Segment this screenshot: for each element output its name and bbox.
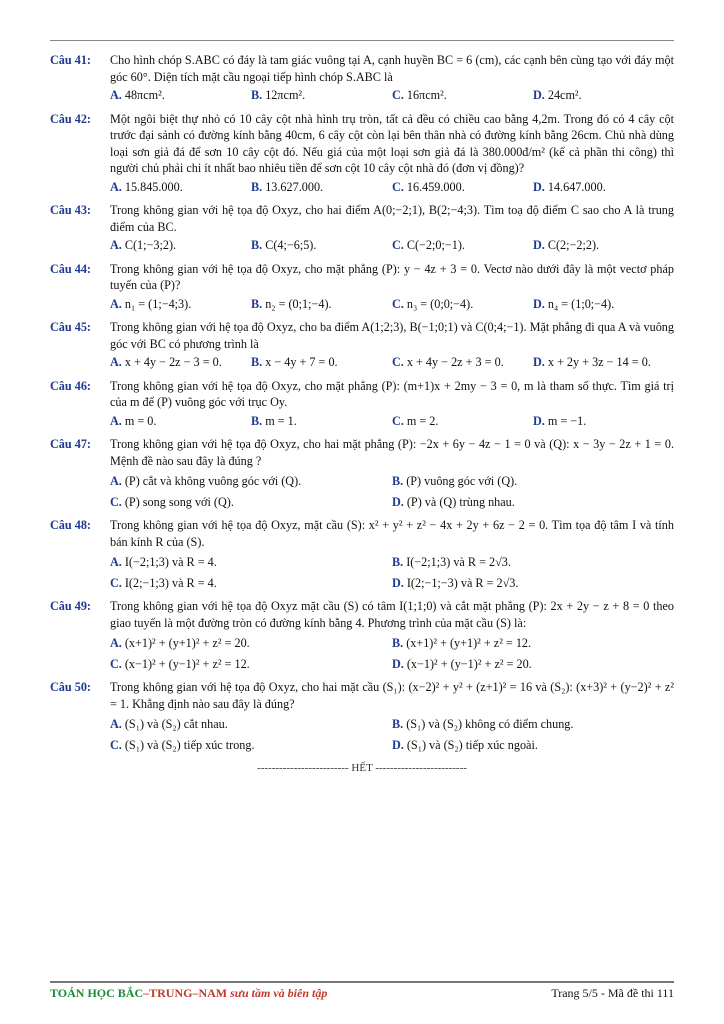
option-text: (S₁) và (S₂) không có điểm chung. — [406, 717, 574, 731]
question-number: Câu 46: — [50, 378, 91, 393]
option-text: (P) vuông góc với (Q). — [406, 474, 518, 488]
option-letter: B. — [251, 238, 263, 252]
option-c — [392, 179, 533, 196]
option-text: C(−2;0;−1). — [406, 238, 465, 252]
question-body — [110, 378, 674, 430]
question-stem: Một ngôi biệt thự nhỏ có 10 cây cột nhà hình trụ tròn, tất cả đều có chiều cao bằng 4,2m. Trong đó có 4 cây cột trước đại sảnh có đường kính bằng 40cm, 6 cây cột còn lại bên thân nhà có đường kính bằng 26cm. Chủ nhà dùng loại sơn giả đá để sơn 10 cây cột đó. Nếu giá của một loại sơn giả đá là 380.000đ/m² (kể cả phần thi công) thì người chủ phải chi ít nhất bao nhiêu tiền để sơn cột 10 cây cột nhà đó (đơn vị đồng)? — [110, 111, 674, 175]
question-48 — [50, 517, 674, 591]
option-letter: C. — [392, 413, 404, 428]
option-b — [251, 237, 392, 254]
option-a — [110, 296, 251, 313]
option-text: 15.845.000. — [124, 179, 183, 194]
option-letter: A. — [110, 238, 122, 252]
option-text: x + 2y + 3z − 14 = 0. — [547, 355, 651, 369]
options — [110, 87, 674, 104]
question-stem: Trong không gian với hệ tọa độ Oxyz, cho hai điểm A(0;−2;1), B(2;−4;3). Tìm toạ độ điểm C sao cho A là trung điểm của BC. — [110, 203, 674, 234]
option-text: (P) và (Q) trùng nhau. — [406, 494, 515, 509]
option-text: m = 2. — [406, 413, 439, 428]
option-letter: B. — [251, 88, 263, 102]
option-b — [251, 354, 392, 371]
question-number: Câu 43: — [50, 203, 91, 217]
option-letter: D. — [533, 296, 545, 311]
brand-part-1: TOÁN HỌC BẮC — [50, 986, 144, 1000]
option-text: (x+1)² + (y+1)² + z² = 20. — [124, 636, 250, 650]
option-letter: B. — [251, 413, 263, 428]
option-d — [533, 296, 674, 313]
question-45 — [50, 319, 674, 371]
question-stem: Trong không gian với hệ tọa độ Oxyz, cho mặt phẳng (P): y − 4z + 3 = 0. Vectơ nào dưới đây là một vectơ pháp tuyến của (P)? — [110, 261, 674, 292]
option-letter: D. — [392, 575, 404, 590]
option-letter: B. — [251, 355, 263, 369]
question-body — [110, 436, 674, 510]
option-text: (x−1)² + (y−1)² + z² = 20. — [406, 656, 532, 671]
option-c — [392, 413, 533, 430]
option-letter: B. — [251, 179, 263, 194]
option-letter: A. — [110, 474, 122, 488]
option-b — [392, 554, 674, 571]
footer-brand — [50, 986, 327, 1001]
option-text: I(2;−1;3) và R = 4. — [124, 575, 217, 590]
option-letter: C. — [392, 88, 404, 102]
option-text: 13.627.000. — [265, 179, 324, 194]
question-number: Câu 49: — [50, 599, 91, 613]
option-letter: A. — [110, 555, 122, 569]
option-a — [110, 413, 251, 430]
questions-list — [50, 52, 674, 777]
question-46 — [50, 378, 674, 430]
option-a — [110, 473, 392, 490]
question-body — [110, 202, 674, 254]
option-letter: D. — [392, 494, 404, 509]
question-number: Câu 45: — [50, 320, 91, 334]
question-50 — [50, 679, 674, 753]
option-text: n₁ = (1;−4;3). — [124, 296, 192, 311]
option-a — [110, 179, 251, 196]
option-d — [392, 737, 674, 754]
option-b — [392, 716, 674, 733]
options — [110, 635, 674, 672]
option-b — [392, 473, 674, 490]
end-marker: ------------------------- HẾT ------------------------- — [257, 762, 467, 774]
option-letter: C. — [110, 737, 122, 752]
option-letter: C. — [392, 296, 404, 311]
option-c — [110, 575, 392, 592]
option-text: (x−1)² + (y−1)² + z² = 12. — [124, 656, 250, 671]
option-text: (S₁) và (S₂) tiếp xúc trong. — [124, 737, 255, 752]
question-49 — [50, 598, 674, 672]
option-letter: C. — [110, 656, 122, 671]
option-text: x + 4y − 2z − 3 = 0. — [124, 355, 222, 369]
page-number: Trang 5/5 - Mã đề thi 111 — [551, 986, 674, 1000]
option-letter: A. — [110, 413, 122, 428]
option-a — [110, 635, 392, 652]
option-text: m = 0. — [124, 413, 157, 428]
question-body — [110, 111, 674, 196]
option-c — [392, 237, 533, 254]
option-c — [392, 87, 533, 104]
question-44 — [50, 261, 674, 313]
option-d — [392, 575, 674, 592]
options — [110, 179, 674, 196]
option-letter: D. — [533, 238, 545, 252]
options — [110, 413, 674, 430]
question-stem: Cho hình chóp S.ABC có đáy là tam giác vuông tại A, cạnh huyền BC = 6 (cm), các cạnh bên cùng tạo với đáy một góc 60°. Diện tích mặt cầu ngoại tiếp hình chóp S.ABC là — [110, 53, 674, 84]
brand-tagline: sưu tầm và biên tập — [227, 986, 328, 1000]
option-letter: C. — [110, 494, 122, 509]
options — [110, 716, 674, 753]
option-letter: D. — [392, 737, 404, 752]
option-text: 48πcm². — [124, 88, 165, 102]
question-41 — [50, 52, 674, 104]
option-letter: A. — [110, 355, 122, 369]
question-body — [110, 319, 674, 371]
option-letter: A. — [110, 636, 122, 650]
option-b — [251, 296, 392, 313]
option-letter: A. — [110, 296, 122, 311]
option-a — [110, 354, 251, 371]
option-text: n₃ = (0;0;−4). — [406, 296, 474, 311]
option-d — [533, 179, 674, 196]
option-text: (S₁) và (S₂) cắt nhau. — [124, 717, 228, 731]
question-body — [110, 261, 674, 313]
option-text: 16πcm². — [406, 88, 447, 102]
question-stem: Trong không gian với hệ tọa độ Oxyz, cho mặt phẳng (P): (m+1)x + 2my − 3 = 0, m là tham số thực. Tìm giá trị của m để (P) vuông góc với trục Oy. — [110, 378, 674, 409]
option-text: C(1;−3;2). — [124, 238, 177, 252]
option-c — [110, 656, 392, 673]
options — [110, 554, 674, 591]
question-42 — [50, 111, 674, 196]
options — [110, 473, 674, 510]
question-stem: Trong không gian với hệ tọa độ Oxyz, cho ba điểm A(1;2;3), B(−1;0;1) và C(0;4;−1). Mặt phẳng đi qua A và vuông góc với BC có phương trình là — [110, 320, 674, 351]
question-number: Câu 44: — [50, 261, 91, 276]
option-text: 14.647.000. — [547, 179, 606, 194]
option-text: (P) song song với (Q). — [124, 494, 234, 509]
option-letter: D. — [533, 88, 545, 102]
option-text: n₄ = (1;0;−4). — [547, 296, 615, 311]
option-letter: D. — [533, 179, 545, 194]
option-a — [110, 237, 251, 254]
option-letter: B. — [392, 474, 404, 488]
question-body — [110, 52, 674, 104]
option-text: m = −1. — [547, 413, 587, 428]
option-letter: A. — [110, 717, 122, 731]
option-text: (x+1)² + (y+1)² + z² = 12. — [406, 636, 532, 650]
option-a — [110, 716, 392, 733]
option-letter: C. — [110, 575, 122, 590]
question-stem: Trong không gian với hệ tọa độ Oxyz mặt cầu (S) có tâm I(1;1;0) và cắt mặt phẳng (P): 2x + 2y − z + 8 = 0 theo giao tuyến là một đường tròn có đường kính bằng 4. Phương trình của mặt cầu (S) là: — [110, 599, 674, 630]
option-d — [533, 237, 674, 254]
option-c — [110, 494, 392, 511]
bottom-divider — [50, 981, 674, 983]
top-divider — [50, 40, 674, 41]
question-number: Câu 41: — [50, 53, 91, 67]
option-text: (P) cắt và không vuông góc với (Q). — [124, 474, 302, 488]
option-b — [251, 87, 392, 104]
option-letter: D. — [392, 656, 404, 671]
question-47 — [50, 436, 674, 510]
option-text: 16.459.000. — [406, 179, 465, 194]
option-text: I(2;−1;−3) và R = 2√3. — [406, 575, 519, 590]
question-43 — [50, 202, 674, 254]
option-d — [533, 354, 674, 371]
options — [110, 354, 674, 371]
option-letter: C. — [392, 355, 404, 369]
option-c — [392, 296, 533, 313]
question-number: Câu 50: — [50, 680, 91, 694]
question-stem: Trong không gian với hệ tọa độ Oxyz, cho hai mặt phẳng (P): −2x + 6y − 4z − 1 = 0 và (Q): x − 3y − 2z + 1 = 0. Mệnh đề nào sau đây là đúng ? — [110, 437, 674, 468]
option-b — [251, 413, 392, 430]
question-number: Câu 47: — [50, 437, 91, 451]
question-number: Câu 42: — [50, 111, 91, 126]
question-body — [110, 517, 674, 591]
option-text: n₂ = (0;1;−4). — [265, 296, 332, 311]
option-a — [110, 554, 392, 571]
question-number: Câu 48: — [50, 518, 91, 532]
option-text: I(−2;1;3) và R = 4. — [124, 555, 217, 569]
option-letter: B. — [251, 296, 263, 311]
option-c — [392, 354, 533, 371]
option-b — [392, 635, 674, 652]
question-body — [110, 679, 674, 753]
option-text: C(2;−2;2). — [547, 238, 600, 252]
question-body — [110, 598, 674, 672]
option-d — [392, 494, 674, 511]
option-text: 24cm². — [547, 88, 582, 102]
question-stem: Trong không gian với hệ tọa độ Oxyz, cho hai mặt cầu (S₁): (x−2)² + y² + (z+1)² = 16 và (S₂): (x+3)² + (y−2)² + z² = 1. Khẳng định nào sau đây là đúng? — [110, 680, 674, 711]
page-footer — [50, 986, 674, 1001]
option-letter: B. — [392, 717, 404, 731]
option-b — [251, 179, 392, 196]
option-letter: C. — [392, 238, 404, 252]
option-text: m = 1. — [265, 413, 297, 428]
option-d — [533, 413, 674, 430]
option-letter: D. — [533, 413, 545, 428]
brand-part-2: –TRUNG–NAM — [143, 986, 228, 1000]
option-c — [110, 737, 392, 754]
option-text: (S₁) và (S₂) tiếp xúc ngoài. — [406, 737, 538, 752]
option-letter: A. — [110, 179, 122, 194]
option-text: 12πcm². — [265, 88, 306, 102]
option-d — [533, 87, 674, 104]
option-letter: C. — [392, 179, 404, 194]
option-d — [392, 656, 674, 673]
option-letter: B. — [392, 636, 404, 650]
option-text: I(−2;1;3) và R = 2√3. — [406, 555, 511, 569]
option-text: x − 4y + 7 = 0. — [265, 355, 338, 369]
option-a — [110, 87, 251, 104]
option-letter: A. — [110, 88, 122, 102]
options — [110, 296, 674, 313]
options — [110, 237, 674, 254]
option-letter: D. — [533, 355, 545, 369]
option-letter: B. — [392, 555, 404, 569]
option-text: C(4;−6;5). — [265, 238, 317, 252]
option-text: x + 4y − 2z + 3 = 0. — [406, 355, 504, 369]
question-stem: Trong không gian với hệ tọa độ Oxyz, mặt cầu (S): x² + y² + z² − 4x + 2y + 6z − 2 = 0. Tìm tọa độ tâm I và tính bán kính R của (S). — [110, 518, 674, 549]
